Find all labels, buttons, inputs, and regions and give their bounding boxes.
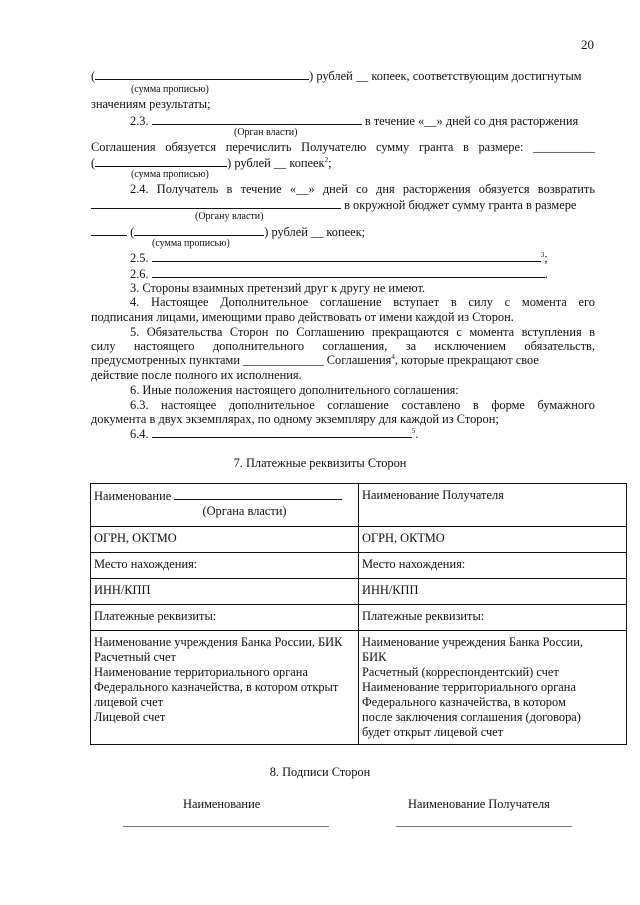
recipient-name-cell: Наименование Получателя xyxy=(359,484,627,527)
signature-right-line xyxy=(396,826,572,827)
location-cell: Место нахождения: xyxy=(359,553,627,579)
caption: (Органу власти) xyxy=(195,211,264,222)
text-line: 2.3. в течение «__» дней со дня расторжения xyxy=(130,114,579,128)
signature-left-line xyxy=(123,826,329,827)
text-line: ( ) рублей __ копеек$^2$; xyxy=(91,155,332,170)
payment-cell: Платежные реквизиты: xyxy=(359,605,627,631)
authority-name-cell: Наименование (Органа власти) xyxy=(91,484,359,527)
text-line: 3. Стороны взаимных претензий друг к другу не имеют. xyxy=(130,281,426,295)
text-line: предусмотренных пунктами _____________ Соглашения$^4$, которые прекращают свое xyxy=(91,352,539,367)
text-line: действие после полного их исполнения. xyxy=(91,368,302,382)
ogrn-cell: ОГРН, ОКТМО xyxy=(91,527,359,553)
text-line: 2.6. . xyxy=(130,267,548,281)
location-cell: Место нахождения: xyxy=(91,553,359,579)
page-number: 20 xyxy=(581,37,594,52)
text-line: 6. Иные положения настоящего дополнительного соглашения: xyxy=(130,383,459,397)
text-line: силу настоящего дополнительного соглашения, за исключением обязательств, xyxy=(91,339,595,353)
caption: (сумма прописью) xyxy=(131,84,209,95)
text-line: значениям результаты; xyxy=(91,97,211,111)
text-line: ( ) рублей __ копеек, соответствующим достигнутым xyxy=(91,69,582,83)
text-line: 2.4. Получатель в течение «__» дней со дня расторжения обязуется возвратить xyxy=(130,182,595,196)
text-line: 2.5. $^3$; xyxy=(130,250,548,265)
section-title: 8. Подписи Сторон xyxy=(269,765,371,779)
text-line: 6.3. настоящее дополнительное соглашение составлено в форме бумажного xyxy=(130,398,595,412)
ogrn-cell: ОГРН, ОКТМО xyxy=(359,527,627,553)
inn-cell: ИНН/КПП xyxy=(91,579,359,605)
text-line: 5. Обязательства Сторон по Соглашению прекращаются с момента вступления в xyxy=(130,325,595,339)
text-line: ( ) рублей __ копеек; xyxy=(91,224,365,239)
text-line: 6.4. $^5$. xyxy=(130,426,419,441)
text-line: Соглашения обязуется перечислить Получателю сумму гранта в размере: __________ xyxy=(91,140,595,154)
signature-left-label: Наименование xyxy=(183,797,261,811)
caption: (сумма прописью) xyxy=(152,238,230,249)
inn-cell: ИНН/КПП xyxy=(359,579,627,605)
payment-details-table xyxy=(90,483,627,745)
caption: (Орган власти) xyxy=(234,127,298,138)
text-line: подписания лицами, имеющими право действовать от имени каждой из Сторон. xyxy=(91,310,514,324)
signature-right-label: Наименование Получателя xyxy=(408,797,550,811)
text-line: документа в двух экземплярах, по одному экземпляру для каждой из Сторон; xyxy=(91,412,499,426)
section-title: 7. Платежные реквизиты Сторон xyxy=(233,456,407,470)
text-line: в окружной бюджет сумму гранта в размере xyxy=(91,197,576,212)
bank-details-cell: Наименование учреждения Банка России, БИК Расчетный счет Наименование территориального органа Федерального казначейства, в котором открыт лицевой счет Лицевой счет xyxy=(91,631,359,745)
payment-cell: Платежные реквизиты: xyxy=(91,605,359,631)
bank-details-cell: Наименование учреждения Банка России, БИК Расчетный (корреспондентский) счет Наименование территориального органа Федерального казначейства, в котором после заключения соглашения (договора) будет открыт лицевой счет xyxy=(359,631,627,745)
text-line: 4. Настоящее Дополнительное соглашение вступает в силу с момента его xyxy=(130,295,595,309)
caption: (сумма прописью) xyxy=(131,169,209,180)
